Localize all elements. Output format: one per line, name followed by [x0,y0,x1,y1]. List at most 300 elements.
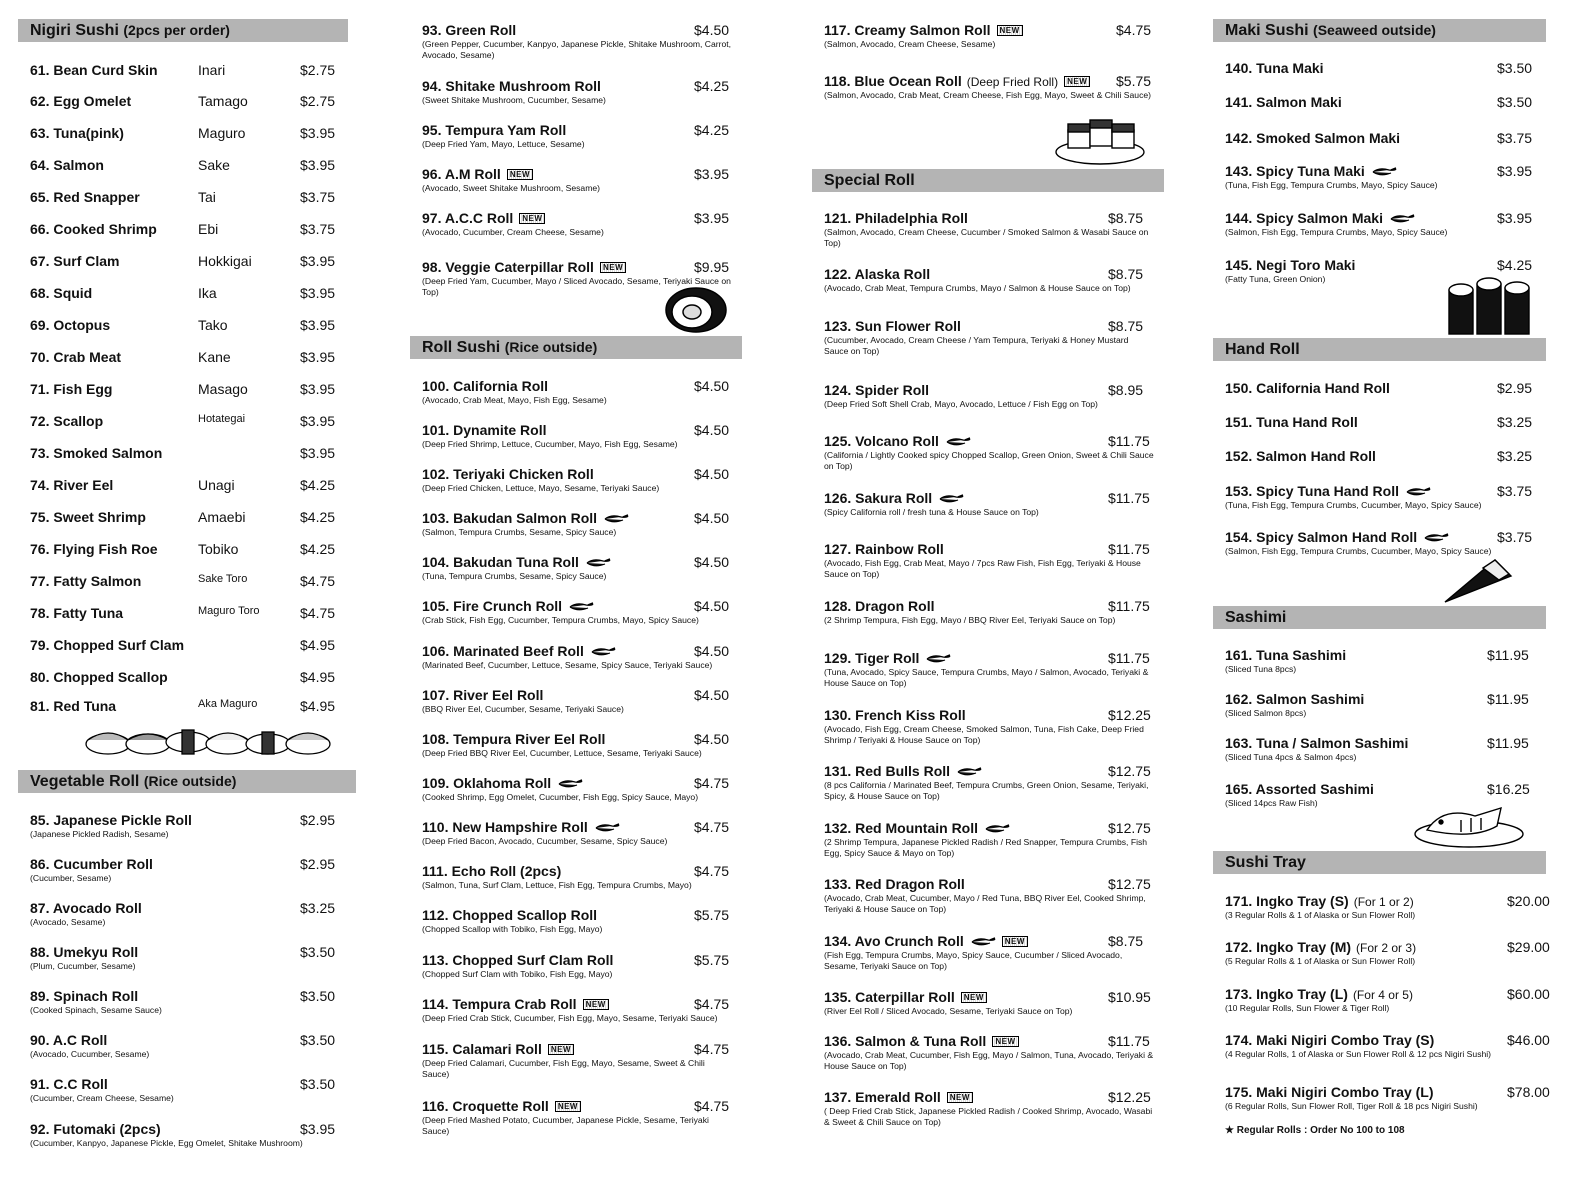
new-badge: NEW [555,1101,581,1112]
japanese-name: Aka Maguro [198,698,258,710]
item-description: (Deep Fried Calamari, Cucumber, Fish Egg, Mayo, Sesame, Sweet & Chili Sauce) [422,1058,705,1079]
item-price: $4.75 [694,996,730,1012]
item-name [30,124,124,142]
item-description: (Deep Fried Chicken, Lettuce, Mayo, Sesame, Teriyaki Sauce) [422,483,660,493]
item-price: $4.50 [694,422,730,438]
item-name-text: 116. Croquette Roll [422,1098,549,1114]
japanese-name: Ika [198,285,217,301]
item-description: (Chopped Surf Clam with Tobiko, Fish Egg, Mayo) [422,969,613,979]
item-price: $4.25 [694,122,730,138]
spicy-pepper-icon [984,820,1010,838]
item-name [30,476,113,494]
item-name-text: 88. Umekyu Roll [30,944,139,960]
item-price: $29.00 [1507,939,1550,955]
item-name-text: 154. Spicy Salmon Hand Roll [1225,529,1418,545]
new-badge: NEW [992,1036,1018,1047]
item-name-text: 172. Ingko Tray (M) [1225,939,1352,955]
hand-roll-illustration-icon [1443,556,1513,606]
item-name [824,988,987,1006]
japanese-name: Tamago [198,93,248,109]
item-name [422,553,611,572]
item-description: (2 Shrimp Tempura, Japanese Pickled Radish / Red Snapper, Tempura Crumbs, Fish Egg, Spicy Sauce & Mayo on Top) [824,837,1148,858]
item-description: (Cucumber, Kanpyo, Japanese Pickle, Egg Omelet, Shitake Mushroom) [30,1138,303,1148]
item-description: (Cooked Shrimp, Egg Omelet, Cucumber, Fish Egg, Spicy Sauce, Mayo) [422,792,699,802]
item-price: $11.75 [1108,1033,1150,1049]
item-name [1225,938,1416,957]
item-name [422,121,566,139]
roll-title: Roll Sushi [422,339,501,356]
item-name [824,706,966,724]
item-description: (Avocado, Fish Egg, Crab Meat, Mayo / 7pcs Raw Fish, Fish Egg, Teriyaki & House Sauce on Top) [824,558,1141,579]
item-price: $4.25 [300,477,336,493]
item-description: (California / Lightly Cooked spicy Chopped Scallop, Green Onion, Sweet & Chili Sauce on Top) [824,450,1154,471]
item-description: (Salmon, Avocado, Cream Cheese, Cucumber / Smoked Salmon & Wasabi Sauce on Top) [824,227,1149,248]
item-name-text: 123. Sun Flower Roll [824,318,961,334]
item-name [824,1032,1019,1050]
item-name-text: 150. California Hand Roll [1225,380,1390,396]
item-price: $8.95 [1108,382,1144,398]
item-price: $3.50 [1497,60,1533,76]
chili-pepper-icon [557,779,583,789]
item-name [422,774,583,793]
item-name-text: 79. Chopped Surf Clam [30,637,185,653]
item-price: $3.25 [300,900,336,916]
item-description: (Cooked Spinach, Sesame Sauce) [30,1005,162,1015]
chili-pepper-icon [585,558,611,568]
item-price: $3.95 [694,166,730,182]
new-badge: NEW [997,25,1023,36]
new-badge: NEW [961,992,987,1003]
japanese-name: Amaebi [198,509,246,525]
item-description: (8 pcs California / Marinated Beef, Tempura Crumbs, Green Onion, Sesame, Teriyaki, Spicy, & House Sauce on Top) [824,780,1149,801]
item-description: (Salmon, Avocado, Crab Meat, Cream Cheese, Fish Egg, Mayo, Sweet & Chili Sauce) [824,90,1152,100]
new-badge: NEW [1064,76,1090,87]
item-name-text: 141. Salmon Maki [1225,94,1342,110]
item-name-text: 106. Marinated Beef Roll [422,643,584,659]
chili-pepper-icon [594,823,620,833]
item-price: $8.75 [1108,210,1144,226]
item-name-text: 174. Maki Nigiri Combo Tray (S) [1225,1032,1435,1048]
item-name [422,258,626,276]
item-name-text: 97. A.C.C Roll [422,210,514,226]
item-name [1225,482,1431,501]
item-description: (Deep Fried Shrimp, Lettuce, Cucumber, Mayo, Fish Egg, Sesame) [422,439,678,449]
item-price: $16.25 [1487,781,1530,797]
item-name [422,818,620,837]
special-header [812,169,1164,192]
item-name-text: 133. Red Dragon Roll [824,876,965,892]
item-name [30,855,153,873]
spicy-pepper-icon [970,933,996,951]
item-price: $5.75 [1116,73,1152,89]
chili-pepper-icon [1371,167,1397,177]
item-price: $4.50 [694,466,730,482]
item-description: (Avocado, Crab Meat, Mayo, Fish Egg, Sesame) [422,395,607,405]
item-description: (Cucumber, Avocado, Cream Cheese / Yam Tempura, Teriyaki & Honey Mustard Sauce on Top) [824,335,1129,356]
new-badge: NEW [600,262,626,273]
item-name-text: 67. Surf Clam [30,253,120,269]
item-price: $4.75 [694,1041,730,1057]
japanese-name: Kane [198,349,231,365]
item-description: (Fish Egg, Tempura Crumbs, Mayo, Spicy Sauce, Cucumber / Sliced Avocado, Sesame, Teriyaki Sauce on Top) [824,950,1123,971]
spicy-pepper-icon [590,643,616,661]
item-name [824,875,965,893]
item-name-text: 126. Sakura Roll [824,490,933,506]
item-price: $46.00 [1507,1032,1550,1048]
item-name [422,509,629,528]
item-description: (Salmon, Tuna, Surf Clam, Lettuce, Fish Egg, Tempura Crumbs, Mayo) [422,880,692,890]
item-price: $4.50 [694,731,730,747]
item-description: (10 Regular Rolls, Sun Flower & Tiger Roll) [1225,1003,1390,1013]
item-name-text: 90. A.C Roll [30,1032,108,1048]
item-price: $12.25 [1108,707,1151,723]
item-price: $4.95 [300,637,336,653]
item-name-text: 76. Flying Fish Roe [30,541,158,557]
item-description: (Sliced Tuna 8pcs) [1225,664,1297,674]
item-name [824,432,971,451]
item-price: $3.75 [1497,483,1533,499]
item-price: $4.75 [694,1098,730,1114]
item-price: $3.50 [300,1076,336,1092]
item-name-text: 96. A.M Roll [422,166,501,182]
item-name-text: 145. Negi Toro Maki [1225,257,1356,273]
item-name-text: 78. Fatty Tuna [30,605,124,621]
maki-title: Maki Sushi [1225,22,1309,39]
item-description: (Plum, Cucumber, Sesame) [30,961,136,971]
chili-pepper-icon [1405,487,1431,497]
spicy-pepper-icon [557,775,583,793]
item-note: (For 1 or 2) [1353,895,1414,909]
item-price: $3.95 [300,445,336,461]
item-name-text: 171. Ingko Tray (S) [1225,893,1349,909]
item-price: $11.75 [1108,650,1150,666]
item-price: $2.95 [300,856,336,872]
item-price: $3.95 [300,157,336,173]
item-price: $4.50 [694,22,730,38]
item-name [1225,646,1346,664]
item-name-text: 103. Bakudan Salmon Roll [422,510,598,526]
item-name [824,317,961,335]
item-description: (Avocado, Crab Meat, Cucumber, Fish Egg, Mayo / Salmon, Tuna, Avocado, Teriyaki & House Sauce on Top) [824,1050,1154,1071]
item-price: $2.95 [1497,380,1533,396]
item-price: $3.50 [300,988,336,1004]
item-name-text: 61. Bean Curd Skin [30,62,158,78]
item-price: $5.75 [694,907,730,923]
item-name-text: 93. Green Roll [422,22,517,38]
spicy-pepper-icon [956,763,982,781]
chili-pepper-icon [984,824,1010,834]
japanese-name: Sake [198,157,230,173]
chili-pepper-icon [568,602,594,612]
item-name [824,649,951,668]
item-price: $3.25 [1497,414,1533,430]
item-name-text: 86. Cucumber Roll [30,856,153,872]
item-name [422,686,543,704]
item-name [30,1075,108,1093]
item-name-text: 68. Squid [30,285,93,301]
japanese-name: Ebi [198,221,219,237]
item-name-text: 63. Tuna(pink) [30,125,124,141]
item-name [30,444,162,462]
chili-pepper-icon [956,767,982,777]
item-name-text: 143. Spicy Tuna Maki [1225,163,1365,179]
item-description: (6 Regular Rolls, Sun Flower Roll, Tiger Roll & 18 pcs Nigiri Sushi) [1225,1101,1478,1111]
item-description: (Deep Fried Crab Stick, Cucumber, Fish Egg, Mayo, Sesame, Teriyaki Sauce) [422,1013,718,1023]
item-name-text: 140. Tuna Maki [1225,60,1324,76]
item-name [422,730,605,748]
item-price: $9.95 [694,259,730,275]
spicy-pepper-icon [938,490,964,508]
item-price: $3.50 [300,1032,336,1048]
item-name [824,209,968,227]
item-name [824,597,934,615]
japanese-name: Inari [198,62,226,78]
item-name-text: 175. Maki Nigiri Combo Tray (L) [1225,1084,1434,1100]
item-price: $3.75 [300,221,336,237]
item-name [30,987,138,1005]
item-description: (Tuna, Fish Egg, Tempura Crumbs, Cucumber, Mayo, Spicy Sauce) [1225,500,1482,510]
japanese-name: Maguro Toro [198,605,260,617]
item-name-text: 98. Veggie Caterpillar Roll [422,259,594,275]
chili-pepper-icon [1423,533,1449,543]
item-price: $3.50 [300,944,336,960]
item-price: $3.95 [1497,210,1533,226]
spicy-pepper-icon [1405,483,1431,501]
item-price: $4.50 [694,378,730,394]
roll-header [410,336,742,359]
item-name [824,21,1023,39]
item-price: $4.75 [300,573,336,589]
item-name-text: 152. Salmon Hand Roll [1225,448,1376,464]
item-name [30,899,142,917]
sashimi-title: Sashimi [1225,609,1287,626]
item-name [30,92,131,110]
item-price: $4.75 [300,605,336,621]
item-name-text: 144. Spicy Salmon Maki [1225,210,1383,226]
item-price: $11.75 [1108,598,1150,614]
item-name [422,906,597,924]
item-price: $4.95 [300,698,336,714]
item-description: (Avocado, Sesame) [30,917,106,927]
item-price: $5.75 [694,952,730,968]
vegetable-header [18,770,356,793]
item-description: (Deep Fried Yam, Mayo, Lettuce, Sesame) [422,139,585,149]
item-price: $3.95 [300,285,336,301]
item-name-text: 72. Scallop [30,413,104,429]
item-description: (Salmon, Fish Egg, Tempura Crumbs, Cucumber, Mayo, Spicy Sauce) [1225,546,1492,556]
footnote: ★ Regular Rolls : Order No 100 to 108 [1225,1125,1405,1136]
spicy-pepper-icon [568,598,594,616]
item-description: (Marinated Beef, Cucumber, Lettuce, Sesame, Spicy Sauce, Teriyaki Sauce) [422,660,713,670]
item-name-text: 77. Fatty Salmon [30,573,142,589]
item-name-text: 81. Red Tuna [30,698,117,714]
item-name [1225,59,1324,77]
item-price: $3.75 [300,189,336,205]
item-name [1225,892,1414,911]
item-price: $3.95 [300,125,336,141]
item-price: $20.00 [1507,893,1550,909]
spicy-pepper-icon [1371,163,1397,181]
item-note: (Deep Fried Roll) [966,75,1059,89]
chili-pepper-icon [970,937,996,947]
item-name-text: 69. Octopus [30,317,111,333]
item-name-text: 114. Tempura Crab Roll [422,996,577,1012]
item-name-text: 161. Tuna Sashimi [1225,647,1347,663]
item-description: (Salmon, Fish Egg, Tempura Crumbs, Mayo, Spicy Sauce) [1225,227,1448,237]
nigiri-subtitle: (2pcs per order) [123,22,230,38]
roll-illustration-icon [660,280,730,335]
item-name-text: 89. Spinach Roll [30,988,139,1004]
item-name-text: 95. Tempura Yam Roll [422,122,567,138]
item-name [824,819,1010,838]
item-name [30,1031,107,1049]
item-description: (Salmon, Tempura Crumbs, Sesame, Spicy Sauce) [422,527,617,537]
item-name [30,61,158,79]
item-name [1225,690,1364,708]
item-name [30,572,141,590]
item-name-text: 85. Japanese Pickle Roll [30,812,192,828]
item-name [1225,528,1449,547]
new-badge: NEW [583,999,609,1010]
item-price: $4.75 [1116,22,1152,38]
item-name [30,943,138,961]
item-price: $4.75 [694,775,730,791]
item-name [30,188,140,206]
new-badge: NEW [519,213,545,224]
item-price: $4.50 [694,598,730,614]
item-price: $8.75 [1108,318,1144,334]
chili-pepper-icon [590,647,616,657]
item-name [422,597,594,616]
item-note: (For 2 or 3) [1356,941,1417,955]
item-name-text: 127. Rainbow Roll [824,541,944,557]
item-name [30,1120,161,1138]
item-name [422,951,613,969]
item-description: (Avocado, Cucumber, Sesame) [30,1049,150,1059]
new-badge: NEW [548,1044,574,1055]
item-description: (Sliced Salmon 8pcs) [1225,708,1307,718]
item-name-text: 92. Futomaki (2pcs) [30,1121,161,1137]
item-description: (BBQ River Eel, Cucumber, Sesame, Teriyaki Sauce) [422,704,624,714]
item-name-text: 107. River Eel Roll [422,687,544,703]
item-price: $8.75 [1108,266,1144,282]
item-price: $2.95 [300,812,336,828]
japanese-name: Hokkigai [198,253,252,269]
item-name-text: 66. Cooked Shrimp [30,221,157,237]
item-name [422,642,616,661]
special-title: Special Roll [824,172,915,189]
item-price: $3.75 [1497,529,1533,545]
maki-header [1213,19,1546,42]
item-description: (Avocado, Sweet Shitake Mushroom, Sesame) [422,183,601,193]
item-name [1225,379,1390,397]
item-name-text: 134. Avo Crunch Roll [824,933,964,949]
item-name-text: 74. River Eel [30,477,114,493]
item-name [422,465,594,483]
item-name [422,77,601,95]
item-name [1225,256,1355,274]
hand-title: Hand Roll [1225,341,1300,358]
item-price: $8.75 [1108,933,1144,949]
item-description: (2 Shrimp Tempura, Fish Egg, Mayo / BBQ River Eel, Teriyaki Sauce on Top) [824,615,1116,625]
item-price: $3.95 [300,253,336,269]
sashimi-header [1213,606,1546,629]
item-description: (Tuna, Fish Egg, Tempura Crumbs, Mayo, Spicy Sauce) [1225,180,1438,190]
item-name-text: 142. Smoked Salmon Maki [1225,130,1401,146]
item-description: (Green Pepper, Cucumber, Kanpyo, Japanese Pickle, Shitake Mushroom, Carrot, Avocado, Sesame) [422,39,732,60]
item-name [824,72,1090,91]
item-name-text: 94. Shitake Mushroom Roll [422,78,601,94]
item-name [422,1097,581,1115]
item-name [1225,93,1342,111]
item-name [824,932,1028,951]
maki-subtitle: (Seaweed outside) [1313,22,1436,38]
japanese-name: Unagi [198,477,235,493]
item-name [30,316,110,334]
spicy-pepper-icon [603,510,629,528]
japanese-name: Tai [198,189,216,205]
item-description: (Salmon, Avocado, Cream Cheese, Sesame) [824,39,996,49]
item-name [422,862,561,880]
item-name-text: 101. Dynamite Roll [422,422,547,438]
item-price: $11.75 [1108,541,1150,557]
item-description: (Avocado, Cucumber, Cream Cheese, Sesame) [422,227,604,237]
nigiri-title: Nigiri Sushi [30,22,119,39]
item-price: $10.95 [1108,989,1151,1005]
item-name-text: 80. Chopped Scallop [30,669,168,685]
item-name [30,604,123,622]
item-name-text: 115. Calamari Roll [422,1041,542,1057]
item-name-text: 132. Red Mountain Roll [824,820,979,836]
item-name [30,540,158,558]
item-price: $12.75 [1108,820,1151,836]
item-name-text: 75. Sweet Shrimp [30,509,146,525]
item-price: $3.95 [300,349,336,365]
item-name [30,156,104,174]
item-price: $4.25 [300,541,336,557]
nigiri-header [18,19,348,42]
spicy-pepper-icon [945,433,971,451]
item-price: $3.75 [1497,130,1533,146]
item-price: $4.25 [1497,257,1533,273]
item-price: $2.75 [300,62,336,78]
item-name-text: 104. Bakudan Tuna Roll [422,554,579,570]
item-description: (Spicy California roll / fresh tuna & House Sauce on Top) [824,507,1039,517]
chili-pepper-icon [938,494,964,504]
new-badge: NEW [947,1092,973,1103]
item-name-text: 131. Red Bulls Roll [824,763,951,779]
item-name-text: 118. Blue Ocean Roll [824,73,962,89]
hand-header [1213,338,1546,361]
item-description: (4 Regular Rolls, 1 of Alaska or Sun Flower Roll & 12 pcs Nigiri Sushi) [1225,1049,1492,1059]
item-price: $4.75 [694,863,730,879]
item-note: (For 4 or 5) [1352,988,1413,1002]
item-price: $11.75 [1108,433,1150,449]
item-name [30,284,92,302]
japanese-name: Maguro [198,125,246,141]
item-description: (Deep Fried Soft Shell Crab, Mayo, Avocado, Lettuce / Fish Egg on Top) [824,399,1098,409]
item-description: (3 Regular Rolls & 1 of Alaska or Sun Flower Roll) [1225,910,1416,920]
item-price: $3.95 [1497,163,1533,179]
item-name-text: 62. Egg Omelet [30,93,132,109]
item-name [824,489,964,508]
item-name [422,1040,574,1058]
chili-pepper-icon [945,437,971,447]
item-name-text: 135. Caterpillar Roll [824,989,955,1005]
item-name [30,811,192,829]
item-name [30,697,116,715]
item-price: $12.25 [1108,1089,1151,1105]
